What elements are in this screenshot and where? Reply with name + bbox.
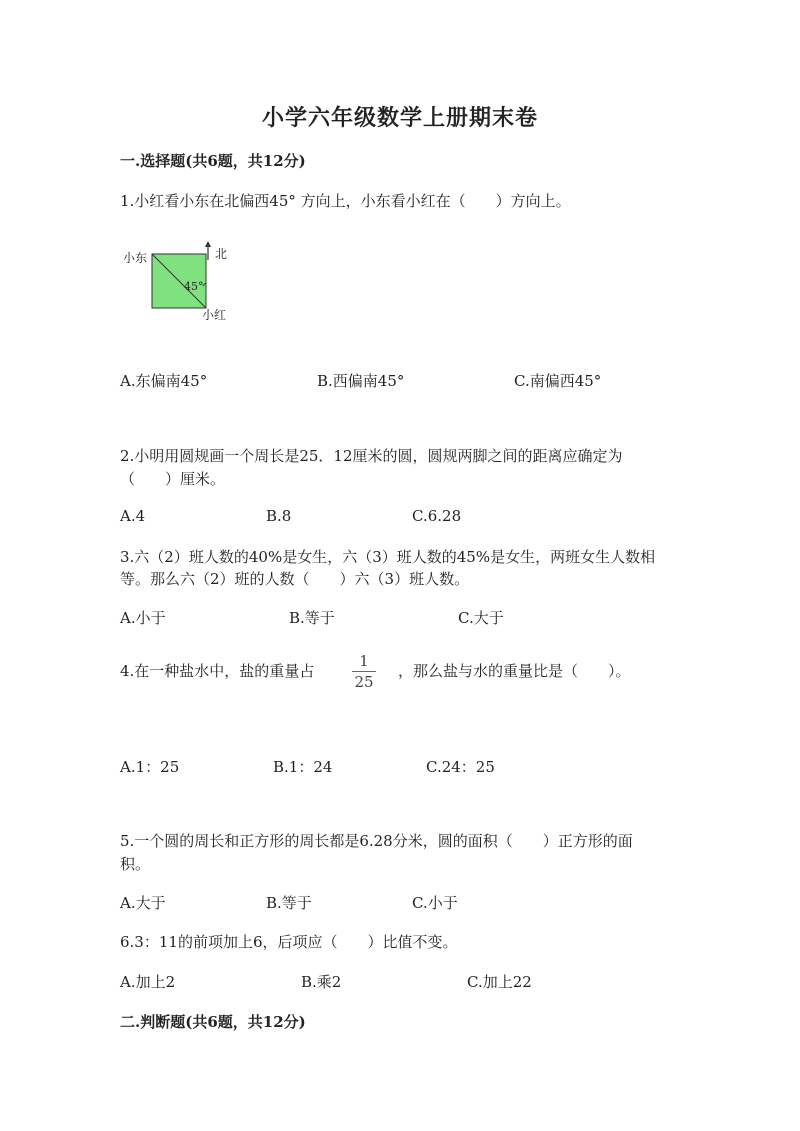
question-5-line-2: 积。 bbox=[120, 855, 151, 873]
question-5-line-1: 5.一个圆的周长和正方形的周长都是6.28分米，圆的面积（ ）正方形的面 bbox=[120, 832, 633, 850]
section-heading-choice: 一.选择题(共6题，共12分) bbox=[120, 152, 306, 170]
section-heading-judgment: 二.判断题(共6题，共12分) bbox=[120, 1013, 306, 1031]
question-6-text: 6.3：11的前项加上6，后项应（ ）比值不变。 bbox=[120, 933, 458, 951]
label-xiaodong: 小东 bbox=[123, 251, 148, 265]
fraction-one-over-twenty-five bbox=[352, 652, 376, 691]
q2-option-b[interactable]: B.8 bbox=[266, 507, 292, 525]
q6-option-b[interactable]: B.乘2 bbox=[301, 973, 342, 991]
q6-option-c[interactable]: C.加上22 bbox=[467, 973, 532, 991]
q5-option-a[interactable]: A.大于 bbox=[120, 894, 166, 912]
q3-option-b[interactable]: B.等于 bbox=[289, 609, 335, 627]
q4-option-c[interactable]: C.24：25 bbox=[426, 758, 495, 776]
q2-option-c[interactable]: C.6.28 bbox=[412, 507, 462, 525]
q4-option-b[interactable]: B.1：24 bbox=[273, 758, 333, 776]
direction-diagram bbox=[118, 238, 238, 328]
angle-label: 45° bbox=[184, 280, 204, 293]
q3-option-c[interactable]: C.大于 bbox=[458, 609, 504, 627]
fraction-bar bbox=[352, 671, 376, 672]
question-4-text-after: ，那么盐与水的重量比是（ ）。 bbox=[398, 662, 631, 680]
north-arrow-icon bbox=[205, 241, 211, 247]
q3-option-a[interactable]: A.小于 bbox=[120, 609, 166, 627]
q4-option-a[interactable]: A.1：25 bbox=[120, 758, 180, 776]
question-2-line-2: （ ）厘米。 bbox=[120, 470, 226, 488]
q5-option-c[interactable]: C.小于 bbox=[412, 894, 458, 912]
question-3-line-2: 等。那么六（2）班的人数（ ）六（3）班人数。 bbox=[120, 570, 470, 588]
page-title: 小学六年级数学上册期末卷 bbox=[261, 105, 538, 131]
q2-option-a[interactable]: A.4 bbox=[120, 507, 146, 525]
fraction-denominator: 25 bbox=[354, 673, 374, 691]
q1-option-c[interactable]: C.南偏西45° bbox=[514, 372, 602, 390]
question-1-text: 1.小红看小东在北偏西45° 方向上，小东看小红在（ ）方向上。 bbox=[120, 192, 571, 210]
q1-option-a[interactable]: A.东偏南45° bbox=[120, 372, 208, 390]
label-north: 北 bbox=[215, 247, 228, 261]
question-3-line-1: 3.六（2）班人数的40%是女生，六（3）班人数的45%是女生，两班女生人数相 bbox=[120, 548, 656, 566]
label-xiaohong: 小红 bbox=[202, 308, 227, 322]
q1-option-b[interactable]: B.西偏南45° bbox=[317, 372, 405, 390]
question-2-line-1: 2.小明用圆规画一个周长是25．12厘米的圆，圆规两脚之间的距离应确定为 bbox=[120, 447, 623, 465]
fraction-numerator: 1 bbox=[359, 652, 369, 670]
q6-option-a[interactable]: A.加上2 bbox=[120, 973, 176, 991]
q5-option-b[interactable]: B.等于 bbox=[266, 894, 312, 912]
question-4-text-before: 4.在一种盐水中，盐的重量占 bbox=[120, 662, 315, 680]
